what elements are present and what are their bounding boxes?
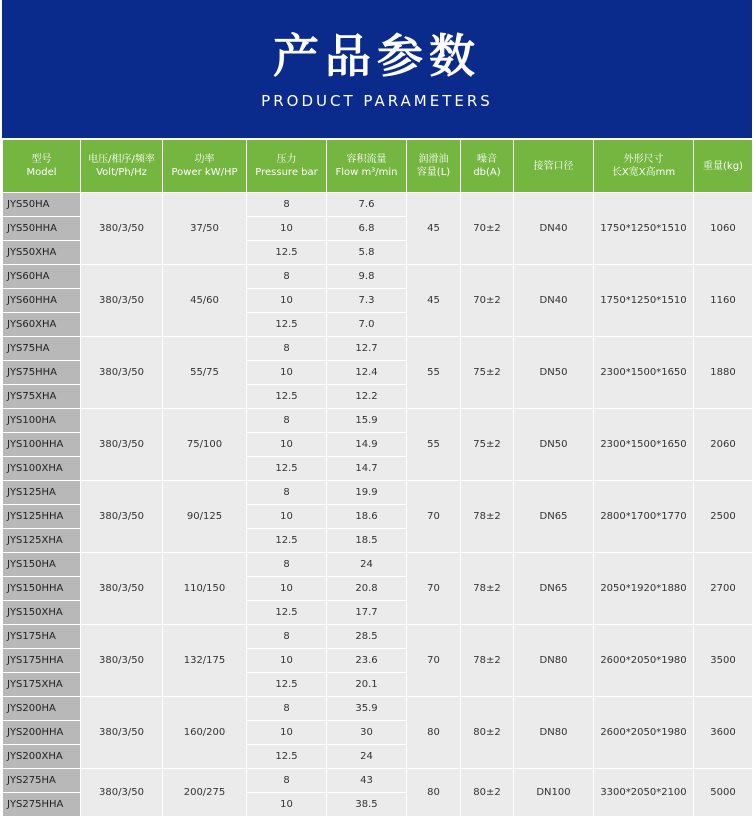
power-cell: 90/125: [163, 481, 247, 553]
flow-cell: 14.7: [327, 457, 407, 481]
model-cell: JYS75HA: [3, 337, 81, 361]
oil-cell: 55: [407, 409, 461, 481]
model-cell: JYS75HHA: [3, 361, 81, 385]
pipe-cell: DN50: [514, 409, 594, 481]
weight-cell: 2700: [694, 553, 753, 625]
table-row: [3, 769, 753, 793]
model-cell: JYS150HHA: [3, 577, 81, 601]
pressure-cell: 10: [247, 217, 327, 241]
power-cell: 110/150: [163, 553, 247, 625]
page-title: 产品参数: [273, 29, 481, 83]
weight-cell: 3500: [694, 625, 753, 697]
dims-cell: 2050*1920*1880: [594, 553, 694, 625]
table-header-row: [3, 140, 753, 193]
flow-cell: 24: [327, 553, 407, 577]
noise-cell: 70±2: [461, 265, 514, 337]
noise-cell: 70±2: [461, 193, 514, 265]
pressure-cell: 12.5: [247, 673, 327, 697]
flow-cell: 24: [327, 745, 407, 769]
dims-cell: 2800*1700*1770: [594, 481, 694, 553]
model-cell: JYS100XHA: [3, 457, 81, 481]
pipe-cell: DN40: [514, 193, 594, 265]
flow-cell: 20.8: [327, 577, 407, 601]
model-cell: JYS150HA: [3, 553, 81, 577]
table-row: [3, 481, 753, 505]
oil-cell: 80: [407, 769, 461, 817]
pipe-cell: DN50: [514, 337, 594, 409]
col-header-zh: 外形尺寸: [623, 154, 664, 165]
pressure-cell: 12.5: [247, 241, 327, 265]
flow-cell: 28.5: [327, 625, 407, 649]
flow-cell: 7.0: [327, 313, 407, 337]
flow-cell: 43: [327, 769, 407, 793]
volt-cell: 380/3/50: [81, 409, 163, 481]
model-cell: JYS275HHA: [3, 793, 81, 817]
model-cell: JYS150XHA: [3, 601, 81, 625]
power-cell: 132/175: [163, 625, 247, 697]
pressure-cell: 12.5: [247, 457, 327, 481]
flow-cell: 35.9: [327, 697, 407, 721]
col-header-en: Model: [26, 167, 57, 178]
volt-cell: 380/3/50: [81, 769, 163, 817]
pressure-cell: 10: [247, 793, 327, 817]
model-cell: JYS125HHA: [3, 505, 81, 529]
model-cell: JYS75XHA: [3, 385, 81, 409]
model-cell: JYS175HA: [3, 625, 81, 649]
oil-cell: 80: [407, 697, 461, 769]
model-cell: JYS50XHA: [3, 241, 81, 265]
table-row: [3, 193, 753, 217]
volt-cell: 380/3/50: [81, 697, 163, 769]
pipe-cell: DN80: [514, 697, 594, 769]
pressure-cell: 8: [247, 769, 327, 793]
col-header-flow: [327, 140, 407, 193]
noise-cell: 75±2: [461, 409, 514, 481]
col-header-zh: 电压/相序/频率: [88, 154, 155, 165]
flow-cell: 14.9: [327, 433, 407, 457]
col-header-pressure: [247, 140, 327, 193]
flow-cell: 19.9: [327, 481, 407, 505]
pressure-cell: 10: [247, 721, 327, 745]
col-header-en: 容量(L): [416, 167, 451, 178]
pressure-cell: 12.5: [247, 745, 327, 769]
pipe-cell: DN80: [514, 625, 594, 697]
model-cell: JYS175HHA: [3, 649, 81, 673]
dims-cell: 2600*2050*1980: [594, 625, 694, 697]
pipe-cell: DN65: [514, 553, 594, 625]
weight-cell: 3600: [694, 697, 753, 769]
col-header-zh: 功率: [194, 154, 215, 165]
volt-cell: 380/3/50: [81, 481, 163, 553]
col-header-en: Flow m³/min: [335, 167, 398, 178]
flow-cell: 6.8: [327, 217, 407, 241]
pressure-cell: 8: [247, 265, 327, 289]
model-cell: JYS200HA: [3, 697, 81, 721]
model-cell: JYS50HHA: [3, 217, 81, 241]
power-cell: 45/60: [163, 265, 247, 337]
col-header-en: Volt/Ph/Hz: [96, 167, 147, 178]
power-cell: 160/200: [163, 697, 247, 769]
oil-cell: 45: [407, 265, 461, 337]
pressure-cell: 8: [247, 337, 327, 361]
col-header-zh: 润滑油: [418, 154, 449, 165]
col-header-zh: 噪音: [477, 154, 497, 165]
pressure-cell: 10: [247, 577, 327, 601]
pressure-cell: 12.5: [247, 529, 327, 553]
model-cell: JYS125HA: [3, 481, 81, 505]
flow-cell: 12.4: [327, 361, 407, 385]
volt-cell: 380/3/50: [81, 553, 163, 625]
pressure-cell: 10: [247, 433, 327, 457]
pressure-cell: 8: [247, 409, 327, 433]
model-cell: JYS100HHA: [3, 433, 81, 457]
noise-cell: 78±2: [461, 625, 514, 697]
weight-cell: 1880: [694, 337, 753, 409]
table-row: [3, 265, 753, 289]
col-header-weight: [694, 140, 753, 193]
flow-cell: 12.2: [327, 385, 407, 409]
dims-cell: 3300*2050*2100: [594, 769, 694, 817]
model-cell: JYS200HHA: [3, 721, 81, 745]
pipe-cell: DN100: [514, 769, 594, 817]
col-header-en: 长X宽X高mm: [611, 167, 676, 178]
power-cell: 55/75: [163, 337, 247, 409]
col-header-model: [3, 140, 81, 193]
pressure-cell: 12.5: [247, 601, 327, 625]
flow-cell: 23.6: [327, 649, 407, 673]
model-cell: JYS60HHA: [3, 289, 81, 313]
model-cell: JYS50HA: [3, 193, 81, 217]
table-row: [3, 625, 753, 649]
table-row: [3, 553, 753, 577]
model-cell: JYS100HA: [3, 409, 81, 433]
pressure-cell: 8: [247, 481, 327, 505]
dims-cell: 1750*1250*1510: [594, 265, 694, 337]
pressure-cell: 8: [247, 625, 327, 649]
weight-cell: 1160: [694, 265, 753, 337]
pressure-cell: 8: [247, 697, 327, 721]
table-row: [3, 409, 753, 433]
col-header-oil: [407, 140, 461, 193]
noise-cell: 80±2: [461, 769, 514, 817]
flow-cell: 9.8: [327, 265, 407, 289]
oil-cell: 70: [407, 553, 461, 625]
flow-cell: 15.9: [327, 409, 407, 433]
weight-cell: 2500: [694, 481, 753, 553]
table-row: [3, 337, 753, 361]
col-header-en: Pressure bar: [255, 167, 318, 178]
dims-cell: 2300*1500*1650: [594, 409, 694, 481]
table-body: [3, 193, 753, 817]
flow-cell: 7.3: [327, 289, 407, 313]
noise-cell: 78±2: [461, 481, 514, 553]
header-banner: [2, 0, 752, 138]
col-header-en: db(A): [473, 167, 501, 178]
pressure-cell: 8: [247, 553, 327, 577]
oil-cell: 45: [407, 193, 461, 265]
weight-cell: 1060: [694, 193, 753, 265]
oil-cell: 70: [407, 625, 461, 697]
model-cell: JYS125XHA: [3, 529, 81, 553]
pipe-cell: DN40: [514, 265, 594, 337]
parameters-table: [2, 139, 753, 817]
col-header-zh: 重量(kg): [703, 160, 743, 172]
pressure-cell: 12.5: [247, 313, 327, 337]
pressure-cell: 10: [247, 505, 327, 529]
dims-cell: 2600*2050*1980: [594, 697, 694, 769]
dims-cell: 1750*1250*1510: [594, 193, 694, 265]
noise-cell: 78±2: [461, 553, 514, 625]
model-cell: JYS200XHA: [3, 745, 81, 769]
model-cell: JYS275HA: [3, 769, 81, 793]
noise-cell: 80±2: [461, 697, 514, 769]
flow-cell: 17.7: [327, 601, 407, 625]
col-header-volt: [81, 140, 163, 193]
pressure-cell: 10: [247, 649, 327, 673]
volt-cell: 380/3/50: [81, 193, 163, 265]
col-header-zh: 型号: [31, 154, 52, 165]
dims-cell: 2300*1500*1650: [594, 337, 694, 409]
col-header-noise: [461, 140, 514, 193]
flow-cell: 18.5: [327, 529, 407, 553]
col-header-zh: 容积流量: [346, 154, 387, 165]
flow-cell: 38.5: [327, 793, 407, 817]
power-cell: 75/100: [163, 409, 247, 481]
flow-cell: 30: [327, 721, 407, 745]
flow-cell: 5.8: [327, 241, 407, 265]
model-cell: JYS60XHA: [3, 313, 81, 337]
oil-cell: 55: [407, 337, 461, 409]
power-cell: 37/50: [163, 193, 247, 265]
weight-cell: 2060: [694, 409, 753, 481]
flow-cell: 12.7: [327, 337, 407, 361]
col-header-dims: [594, 140, 694, 193]
pressure-cell: 12.5: [247, 385, 327, 409]
volt-cell: 380/3/50: [81, 265, 163, 337]
model-cell: JYS175XHA: [3, 673, 81, 697]
oil-cell: 70: [407, 481, 461, 553]
flow-cell: 7.6: [327, 193, 407, 217]
col-header-zh: 压力: [276, 154, 297, 165]
flow-cell: 18.6: [327, 505, 407, 529]
flow-cell: 20.1: [327, 673, 407, 697]
power-cell: 200/275: [163, 769, 247, 817]
pressure-cell: 10: [247, 361, 327, 385]
col-header-en: Power kW/HP: [171, 167, 238, 178]
page-subtitle: PRODUCT PARAMETERS: [261, 92, 493, 110]
pressure-cell: 8: [247, 193, 327, 217]
weight-cell: 5000: [694, 769, 753, 817]
model-cell: JYS60HA: [3, 265, 81, 289]
col-header-pipe: [514, 140, 594, 193]
pipe-cell: DN65: [514, 481, 594, 553]
noise-cell: 75±2: [461, 337, 514, 409]
col-header-zh: 接管口径: [533, 160, 574, 172]
volt-cell: 380/3/50: [81, 337, 163, 409]
col-header-power: [163, 140, 247, 193]
volt-cell: 380/3/50: [81, 625, 163, 697]
table-row: [3, 697, 753, 721]
pressure-cell: 10: [247, 289, 327, 313]
